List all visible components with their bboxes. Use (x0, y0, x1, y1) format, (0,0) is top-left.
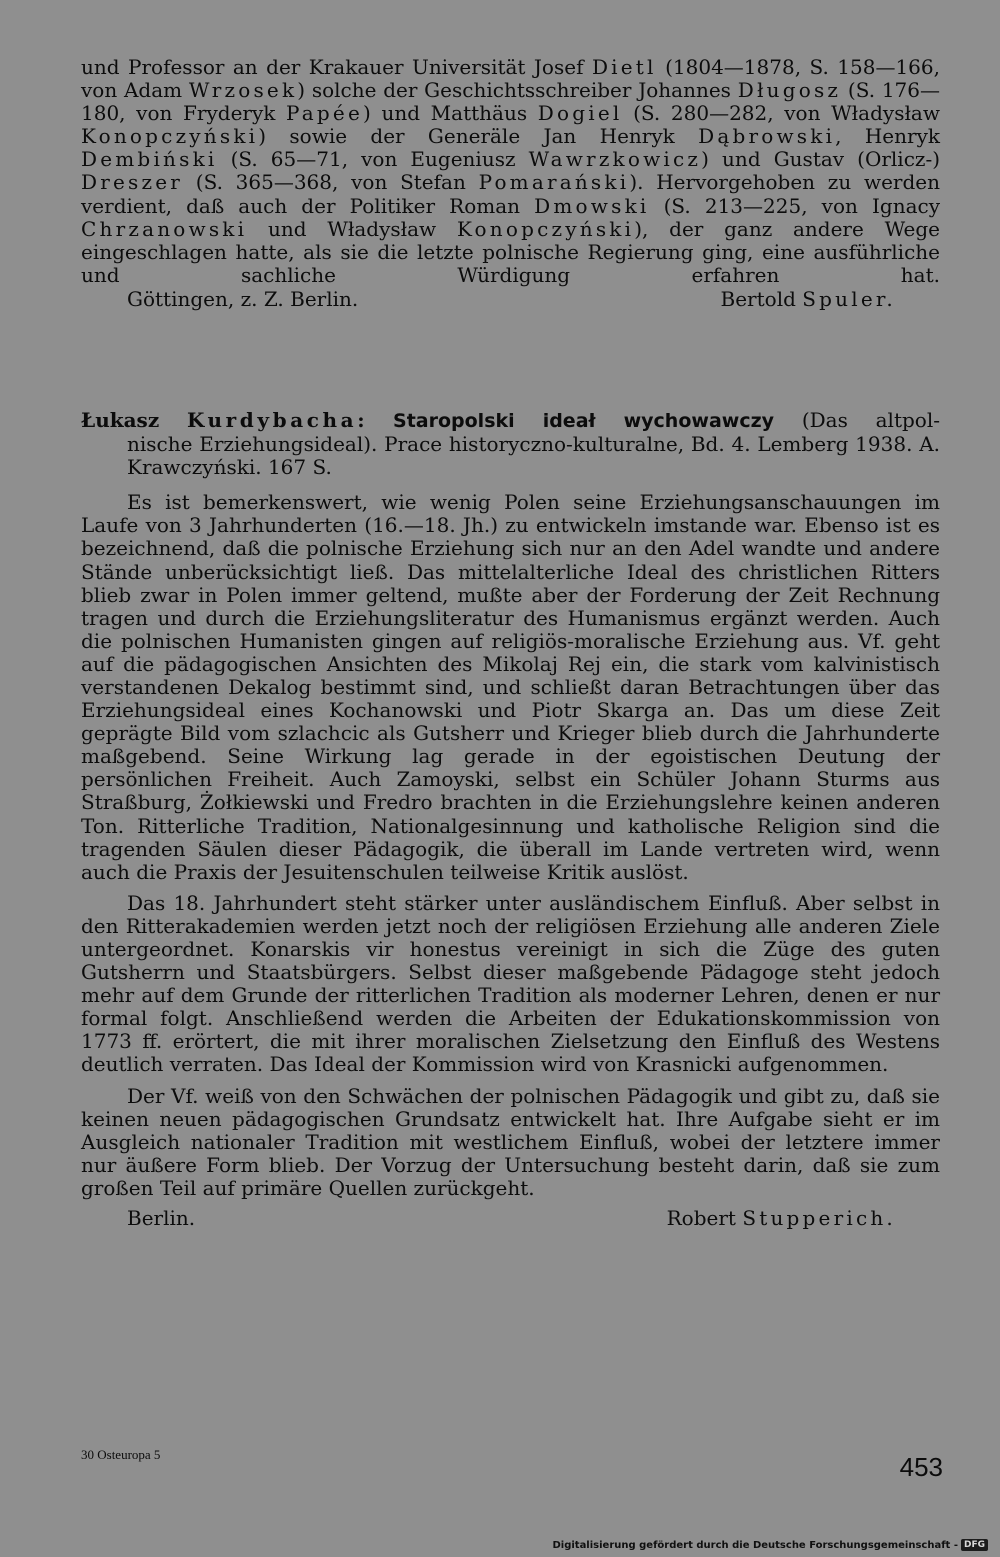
spaced-name: Długosz (737, 78, 842, 103)
text-run: (S. 280—282, von Władysław (622, 101, 940, 126)
page-number: 453 (899, 1452, 943, 1482)
spaced-name: Wrzosek (188, 78, 298, 103)
signature-place: Berlin. (127, 1206, 196, 1231)
review-heading (81, 409, 940, 479)
text-run: ), der ganz andere Wege eingeschlagen hatte, als sie die letzte polnische Regierung ging, eine ausführliche und sachliche Würdigung erfahren hat. (81, 216, 940, 287)
text-run: (S. 365—368, von Stefan (183, 170, 479, 195)
review-heading-line: Łukasz Kurdybacha: Staropolski ideał wychowawczy (Das altpol- (81, 407, 940, 432)
text-run: (S. 213—225, von Ignacy (649, 193, 941, 218)
text-run: (S. 176—180, von Fryderyk (81, 78, 940, 126)
text-run: ) und Gustav (Orlicz-) (701, 147, 940, 172)
text-run: ). Hervorgehoben zu werden verdient, daß auch der Politiker Roman (81, 170, 940, 218)
spaced-name: Papée (286, 101, 364, 126)
page-content (81, 56, 940, 1232)
spaced-name: Dembiński (81, 147, 218, 172)
spaced-name: Dietl (591, 55, 657, 79)
spaced-name: Dogiel (537, 101, 623, 126)
signature-author: Bertold Spuler. (720, 286, 896, 311)
second-review-signature (81, 1206, 940, 1232)
text-run: und Władysław (247, 216, 457, 241)
spaced-name: Konopczyński (81, 124, 259, 149)
text-run: und Professor an der Krakauer Universität Josef (81, 55, 592, 79)
reviewed-author-first: Łukasz (81, 407, 160, 432)
text-run: ) solche der Geschichtsschreiber Johannes (297, 78, 738, 103)
review-paragraph: Das 18. Jahrhundert steht stärker unter ausländischem Einfluß. Aber selbst in den Ritterakademien werden jetzt noch der religiösen Erziehung alle anderen Ziele untergeordnet. Konarskis vir honestus vereinigt in sich die Züge des guten Gutsherrn und Staatsbürgers. Selbst dieser maßgebende Pädagoge steht jedoch mehr auf dem Grunde der ritterlichen Tradition als moderner Lehren, denen er nur formal folgt. Anschließend werden die Arbeiten der Edukationskommission von 1773 ff. erörtert, die mit ihrer moralischen Zielsetzung den Einfluß des Westens deutlich verraten. Das Ideal der Kommission wird von Krasnicki aufgenommen. (81, 890, 940, 1077)
review-paragraph: Der Vf. weiß von den Schwächen der polnischen Pädagogik und gibt zu, daß sie keinen neuen pädagogischen Grundsatz entwickelt hat. Ihre Aufgabe sieht er im Ausgleich nationaler Tradition mit westlichem Einfluß, wobei der letztere immer nur äußere Form blieb. Der Vorzug der Untersuchung besteht darin, daß sie zum großen Teil auf primäre Quellen zurückgeht. (81, 1083, 940, 1200)
first-review-signature (81, 287, 940, 313)
book-title: Staropolski ideał wychowawczy (393, 409, 775, 432)
spaced-name: Dmowski (534, 193, 650, 218)
reviewed-author-last: Kurdybacha (186, 407, 358, 432)
dfg-logo-icon: DFG (961, 1539, 988, 1551)
book-title-translation: (Das altpol- (774, 407, 940, 432)
continued-review-paragraph (81, 56, 940, 287)
book-details: nische Erziehungsideal). Prace historyczno-kulturalne, Bd. 4. Lemberg 1938. A. Krawczyński. 167 S. (127, 432, 940, 480)
spaced-name: Dąbrowski (698, 124, 836, 149)
signature-author: Robert Stupperich. (666, 1206, 896, 1231)
review-body (81, 491, 940, 1200)
text-run: (1804—1878, S. 158—166, von Adam (81, 55, 940, 103)
spaced-name: Dreszer (81, 170, 184, 195)
spaced-name: Wawrzkowicz (528, 147, 702, 172)
dfg-credit (552, 1539, 988, 1551)
text-run: ) und Matthäus (363, 101, 538, 126)
text-run: (S. 65—71, von Eugeniusz (217, 147, 529, 172)
review-paragraph: Es ist bemerkenswert, wie wenig Polen seine Erziehungsanschauungen im Laufe von 3 Jahrhunderten (16.—18. Jh.) zu entwickeln imstande war. Ebenso ist es bezeichnend, daß die polnische Erziehung sich nur an den Adel wandte und andere Stände unberücksichtigt ließ. Das mittelalterliche Ideal des christlichen Ritters blieb zwar in Polen immer geltend, mußte aber der Forderung der Zeit Rechnung tragen und durch die Erziehungsliteratur des Humanismus ergänzt werden. Auch die polnischen Humanisten gingen auf religiös-moralische Erziehung aus. Vf. geht auf die pädagogischen Ansichten des Mikolaj Rej ein, die stark vom kalvinistisch verstandenen Dekalog bestimmt sind, und schließt daran Betrachtungen über das Erziehungsideal eines Kochanowski und Piotr Skarga an. Das um diese Zeit geprägte Bild vom szlachcic als Gutsherr und Krieger blieb durch die Jahrhunderte maßgebend. Seine Wirkung lag gerade in der egoistischen Deutung der persönlichen Freiheit. Auch Zamoyski, selbst ein Schüler Johann Sturms aus Straßburg, Żołkiewski und Fredro brachten in die Erziehungslehre keinen anderen Ton. Ritterliche Tradition, Nationalgesinnung und katholische Religion sind die tragenden Säulen dieser Pädagogik, die überall im Lande vertreten wird, wenn auch die Praxis der Jesuitenschulen teilweise Kritik auslöst. (81, 490, 940, 884)
signature-place: Göttingen, z. Z. Berlin. (127, 286, 359, 311)
credit-text: Digitalisierung gefördert durch die Deutsche Forschungsgemeinschaft - (552, 1539, 958, 1551)
spaced-name: Konopczyński (456, 216, 635, 241)
text-run: , Henryk (835, 124, 940, 149)
signature-mark: 30 Osteuropa 5 (81, 1447, 161, 1462)
spaced-name: Pomarański (478, 170, 630, 195)
spaced-name: Chrzanowski (81, 216, 248, 241)
text-run: ) sowie der Generäle Jan Henryk (258, 124, 699, 149)
